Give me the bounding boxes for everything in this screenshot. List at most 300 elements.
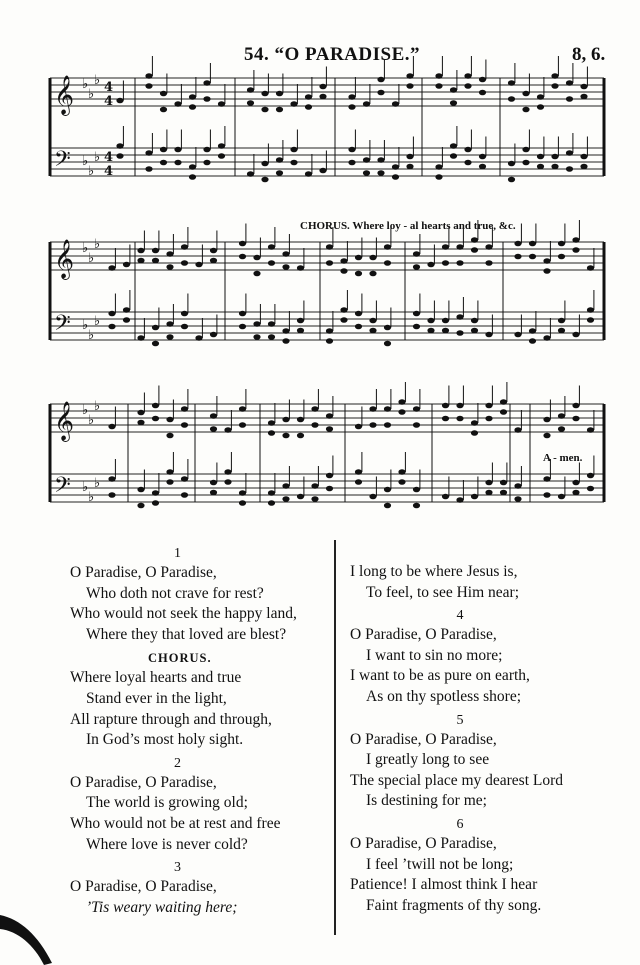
note-head <box>450 87 457 93</box>
hymn-meter: 8, 6. <box>572 44 606 65</box>
verse-line: ’Tis weary waiting here; <box>86 898 238 916</box>
note-head <box>427 262 434 268</box>
note-head <box>355 424 362 430</box>
note-head <box>392 174 399 180</box>
note-head <box>189 164 196 170</box>
note-head <box>413 422 420 428</box>
note-head <box>166 264 173 270</box>
note-head <box>282 338 289 344</box>
note-head <box>442 318 449 324</box>
note-head <box>500 409 507 415</box>
note-head <box>261 107 268 113</box>
note-head <box>123 307 130 313</box>
note-head <box>239 254 246 260</box>
note-head <box>276 107 283 113</box>
note-head <box>572 416 579 422</box>
note-head <box>326 328 333 334</box>
note-head <box>152 403 159 409</box>
note-head <box>210 332 217 338</box>
note-head <box>587 265 594 271</box>
note-head <box>558 241 565 247</box>
note-head <box>224 479 231 485</box>
verse-line: The world is growing old; <box>86 794 248 812</box>
note-head <box>261 161 268 167</box>
note-head <box>485 416 492 422</box>
note-head <box>326 426 333 432</box>
note-head <box>508 177 515 183</box>
note-head <box>224 427 231 433</box>
note-head <box>369 271 376 277</box>
note-head <box>392 164 399 170</box>
note-head <box>471 430 478 436</box>
note-head <box>529 254 536 260</box>
bass-clef: 𝄢 <box>54 311 71 341</box>
verse-line: O Paradise, O Paradise, <box>70 878 217 896</box>
note-head <box>326 260 333 266</box>
note-head <box>261 91 268 97</box>
note-head <box>363 157 370 163</box>
note-head <box>319 94 326 100</box>
note-head <box>239 490 246 496</box>
note-head <box>537 154 544 160</box>
note-head <box>123 317 130 323</box>
verse-line: Patience! I almost think I hear <box>350 876 538 894</box>
note-head <box>369 318 376 324</box>
verse-line: Where love is never cold? <box>86 835 248 853</box>
note-head <box>218 101 225 107</box>
note-head <box>427 318 434 324</box>
note-head <box>514 496 521 502</box>
chorus-line: All rapture through and through, <box>70 710 272 728</box>
note-head <box>514 427 521 433</box>
note-head <box>174 147 181 153</box>
note-head <box>268 490 275 496</box>
verse-line: To feel, to see Him near; <box>366 583 519 601</box>
verse-line: The special place my dearest Lord <box>350 771 564 789</box>
verse-line: Who doth not crave for rest? <box>86 584 264 602</box>
treble-clef: 𝄞 <box>54 239 75 279</box>
flat-sign: ♭ <box>94 476 101 491</box>
note-head <box>210 258 217 264</box>
verse-number: 3 <box>174 860 181 876</box>
note-head <box>152 500 159 506</box>
note-head <box>253 321 260 327</box>
note-head <box>355 255 362 261</box>
note-head <box>485 480 492 486</box>
note-head <box>572 403 579 409</box>
note-head <box>464 83 471 89</box>
bass-clef: 𝄢 <box>54 147 71 177</box>
note-head <box>355 324 362 330</box>
note-head <box>442 260 449 266</box>
note-head <box>558 318 565 324</box>
flat-sign: ♭ <box>88 413 95 428</box>
note-head <box>181 324 188 330</box>
note-head <box>305 171 312 177</box>
verse-line: I want to be as pure on earth, <box>350 667 530 685</box>
verse-line: Faint fragments of thy song. <box>366 896 542 914</box>
hymn-number-title: 54. “O PARADISE.” <box>244 44 420 65</box>
note-head <box>537 164 544 170</box>
note-head <box>348 104 355 110</box>
note-head <box>239 241 246 247</box>
note-head <box>442 403 449 409</box>
note-head <box>282 328 289 334</box>
note-head <box>276 91 283 97</box>
note-head <box>580 84 587 90</box>
note-head <box>282 483 289 489</box>
flat-sign: ♭ <box>94 150 101 165</box>
note-head <box>551 83 558 89</box>
bass-clef: 𝄢 <box>54 473 71 503</box>
note-head <box>297 417 304 423</box>
note-head <box>210 248 217 254</box>
note-head <box>529 241 536 247</box>
note-head <box>456 330 463 336</box>
flat-sign: ♭ <box>94 73 101 88</box>
note-head <box>137 258 144 264</box>
note-head <box>326 244 333 250</box>
note-head <box>572 490 579 496</box>
note-head <box>174 160 181 166</box>
note-head <box>355 479 362 485</box>
note-head <box>340 307 347 313</box>
note-head <box>456 244 463 250</box>
flat-sign: ♭ <box>94 399 101 414</box>
note-head <box>471 237 478 243</box>
note-head <box>587 427 594 433</box>
note-head <box>137 420 144 426</box>
note-head <box>340 317 347 323</box>
note-head <box>369 328 376 334</box>
note-head <box>471 247 478 253</box>
note-head <box>398 469 405 475</box>
note-head <box>427 328 434 334</box>
note-head <box>282 264 289 270</box>
note-head <box>398 399 405 405</box>
note-head <box>398 409 405 415</box>
flat-sign: ♭ <box>88 164 95 179</box>
note-head <box>210 413 217 419</box>
note-head <box>485 490 492 496</box>
note-head <box>160 107 167 113</box>
note-head <box>377 77 384 83</box>
flat-sign: ♭ <box>82 77 89 92</box>
note-head <box>152 258 159 264</box>
note-head <box>543 433 550 439</box>
note-head <box>282 496 289 502</box>
note-head <box>500 399 507 405</box>
note-head <box>355 469 362 475</box>
note-head <box>218 143 225 149</box>
note-head <box>514 332 521 338</box>
note-head <box>522 147 529 153</box>
note-head <box>166 417 173 423</box>
column-divider <box>334 540 336 935</box>
verse-line: Is destining for me; <box>366 792 487 810</box>
note-head <box>464 73 471 79</box>
note-head <box>166 251 173 257</box>
note-head <box>181 311 188 317</box>
note-head <box>297 328 304 334</box>
note-head <box>282 251 289 257</box>
note-head <box>181 476 188 482</box>
note-head <box>384 422 391 428</box>
note-head <box>268 420 275 426</box>
note-head <box>261 177 268 183</box>
note-head <box>514 241 521 247</box>
note-head <box>253 255 260 261</box>
note-head <box>239 324 246 330</box>
note-head <box>551 154 558 160</box>
page-corner-mark <box>0 905 70 965</box>
chorus-line: In God’s most holy sight. <box>86 731 244 749</box>
time-signature: 4 <box>104 164 114 179</box>
note-head <box>587 317 594 323</box>
note-head <box>174 101 181 107</box>
note-head <box>123 262 130 268</box>
flat-sign: ♭ <box>88 251 95 266</box>
note-head <box>311 496 318 502</box>
hymn-header <box>0 44 640 70</box>
note-head <box>268 244 275 250</box>
note-head <box>224 469 231 475</box>
note-head <box>514 254 521 260</box>
verse-number: 4 <box>456 608 464 624</box>
note-head <box>580 94 587 100</box>
note-head <box>137 487 144 493</box>
verse-number: 2 <box>174 755 181 771</box>
note-head <box>566 166 573 172</box>
flat-sign: ♭ <box>88 490 95 505</box>
note-head <box>108 492 115 498</box>
note-head <box>340 268 347 274</box>
note-head <box>406 73 413 79</box>
note-head <box>108 265 115 271</box>
note-head <box>305 94 312 100</box>
verse-line: O Paradise, O Paradise, <box>70 564 217 581</box>
note-head <box>456 416 463 422</box>
note-head <box>326 338 333 344</box>
note-head <box>522 91 529 97</box>
note-head <box>558 413 565 419</box>
note-head <box>137 503 144 509</box>
time-signature: 4 <box>104 80 114 95</box>
note-head <box>152 325 159 331</box>
note-head <box>442 244 449 250</box>
note-head <box>160 147 167 153</box>
note-head <box>116 98 123 104</box>
note-head <box>566 96 573 102</box>
note-head <box>464 147 471 153</box>
note-head <box>210 426 217 432</box>
note-head <box>500 480 507 486</box>
flat-sign: ♭ <box>82 154 89 169</box>
note-head <box>456 403 463 409</box>
note-head <box>290 101 297 107</box>
verse-line: I want to sin no more; <box>366 646 503 664</box>
note-head <box>210 480 217 486</box>
note-head <box>203 80 210 86</box>
note-head <box>239 500 246 506</box>
note-head <box>116 153 123 159</box>
note-head <box>500 490 507 496</box>
note-head <box>326 473 333 479</box>
note-head <box>377 90 384 96</box>
note-head <box>116 143 123 149</box>
note-head <box>145 73 152 79</box>
note-head <box>152 490 159 496</box>
flat-sign: ♭ <box>88 328 95 343</box>
note-head <box>268 334 275 340</box>
note-head <box>450 143 457 149</box>
note-head <box>152 416 159 422</box>
note-head <box>384 406 391 412</box>
note-head <box>137 410 144 416</box>
note-head <box>464 160 471 166</box>
flat-sign: ♭ <box>94 314 101 329</box>
note-head <box>580 154 587 160</box>
note-head <box>369 422 376 428</box>
note-head <box>479 164 486 170</box>
verse-line: O Paradise, O Paradise, <box>70 773 217 791</box>
note-head <box>355 271 362 277</box>
note-head <box>166 321 173 327</box>
treble-clef: 𝄞 <box>54 401 75 441</box>
verse-column-left <box>70 545 330 918</box>
flat-sign: ♭ <box>82 403 89 418</box>
treble-clef: 𝄞 <box>54 75 75 115</box>
note-head <box>166 433 173 439</box>
note-head <box>435 164 442 170</box>
note-head <box>319 84 326 90</box>
note-head <box>282 433 289 439</box>
note-head <box>406 83 413 89</box>
note-head <box>551 164 558 170</box>
note-head <box>137 335 144 341</box>
note-head <box>587 307 594 313</box>
note-head <box>145 83 152 89</box>
note-head <box>384 325 391 331</box>
note-head <box>181 422 188 428</box>
note-head <box>311 422 318 428</box>
note-head <box>485 403 492 409</box>
verse-line: I long to be where Jesus is, <box>350 563 518 580</box>
note-head <box>522 160 529 166</box>
note-head <box>587 473 594 479</box>
note-head <box>348 94 355 100</box>
note-head <box>471 420 478 426</box>
chorus-cue: CHORUS. Where loy - al hearts and true, &c. <box>300 220 516 232</box>
note-head <box>442 494 449 500</box>
note-head <box>181 406 188 412</box>
note-head <box>311 406 318 412</box>
verse-line: I greatly long to see <box>366 751 490 769</box>
flat-sign: ♭ <box>82 480 89 495</box>
chorus-line: Stand ever in the light, <box>86 689 227 707</box>
note-head <box>384 260 391 266</box>
note-head <box>218 153 225 159</box>
note-head <box>145 150 152 156</box>
note-head <box>435 174 442 180</box>
note-head <box>392 101 399 107</box>
note-head <box>195 335 202 341</box>
note-head <box>145 166 152 172</box>
note-head <box>363 101 370 107</box>
note-head <box>268 260 275 266</box>
note-head <box>137 248 144 254</box>
note-head <box>305 104 312 110</box>
note-head <box>290 147 297 153</box>
note-head <box>543 476 550 482</box>
note-head <box>239 406 246 412</box>
note-head <box>203 160 210 166</box>
note-head <box>203 96 210 102</box>
note-head <box>268 430 275 436</box>
note-head <box>543 417 550 423</box>
verse-number: 1 <box>174 546 181 561</box>
note-head <box>514 483 521 489</box>
note-head <box>210 490 217 496</box>
note-head <box>508 80 515 86</box>
verse-line: O Paradise, O Paradise, <box>350 730 497 748</box>
note-head <box>239 422 246 428</box>
note-head <box>108 424 115 430</box>
note-head <box>166 479 173 485</box>
note-head <box>276 157 283 163</box>
note-head <box>319 168 326 174</box>
note-head <box>268 321 275 327</box>
note-head <box>543 258 550 264</box>
note-head <box>413 251 420 257</box>
note-head <box>572 237 579 243</box>
verse-number: 5 <box>456 712 464 728</box>
note-head <box>580 164 587 170</box>
note-head <box>195 262 202 268</box>
note-head <box>558 494 565 500</box>
verse-line: Who would not be at rest and free <box>70 814 281 832</box>
note-head <box>326 413 333 419</box>
flat-sign: ♭ <box>82 318 89 333</box>
note-head <box>297 318 304 324</box>
verse-number: 6 <box>456 816 464 832</box>
note-head <box>508 161 515 167</box>
note-head <box>471 328 478 334</box>
note-head <box>160 91 167 97</box>
note-head <box>181 492 188 498</box>
chorus-heading: CHORUS. <box>148 651 212 666</box>
note-head <box>348 160 355 166</box>
note-head <box>384 244 391 250</box>
note-head <box>413 487 420 493</box>
note-head <box>471 318 478 324</box>
note-head <box>276 170 283 176</box>
note-head <box>203 147 210 153</box>
note-head <box>398 479 405 485</box>
note-head <box>181 260 188 266</box>
note-head <box>471 494 478 500</box>
note-head <box>326 486 333 492</box>
note-head <box>311 483 318 489</box>
amen-lyric: A - men. <box>543 452 583 464</box>
note-head <box>152 248 159 254</box>
note-head <box>572 332 579 338</box>
note-head <box>413 324 420 330</box>
verse-line: I feel ’twill not be long; <box>366 855 514 873</box>
note-head <box>572 480 579 486</box>
note-head <box>522 107 529 113</box>
note-head <box>253 271 260 277</box>
